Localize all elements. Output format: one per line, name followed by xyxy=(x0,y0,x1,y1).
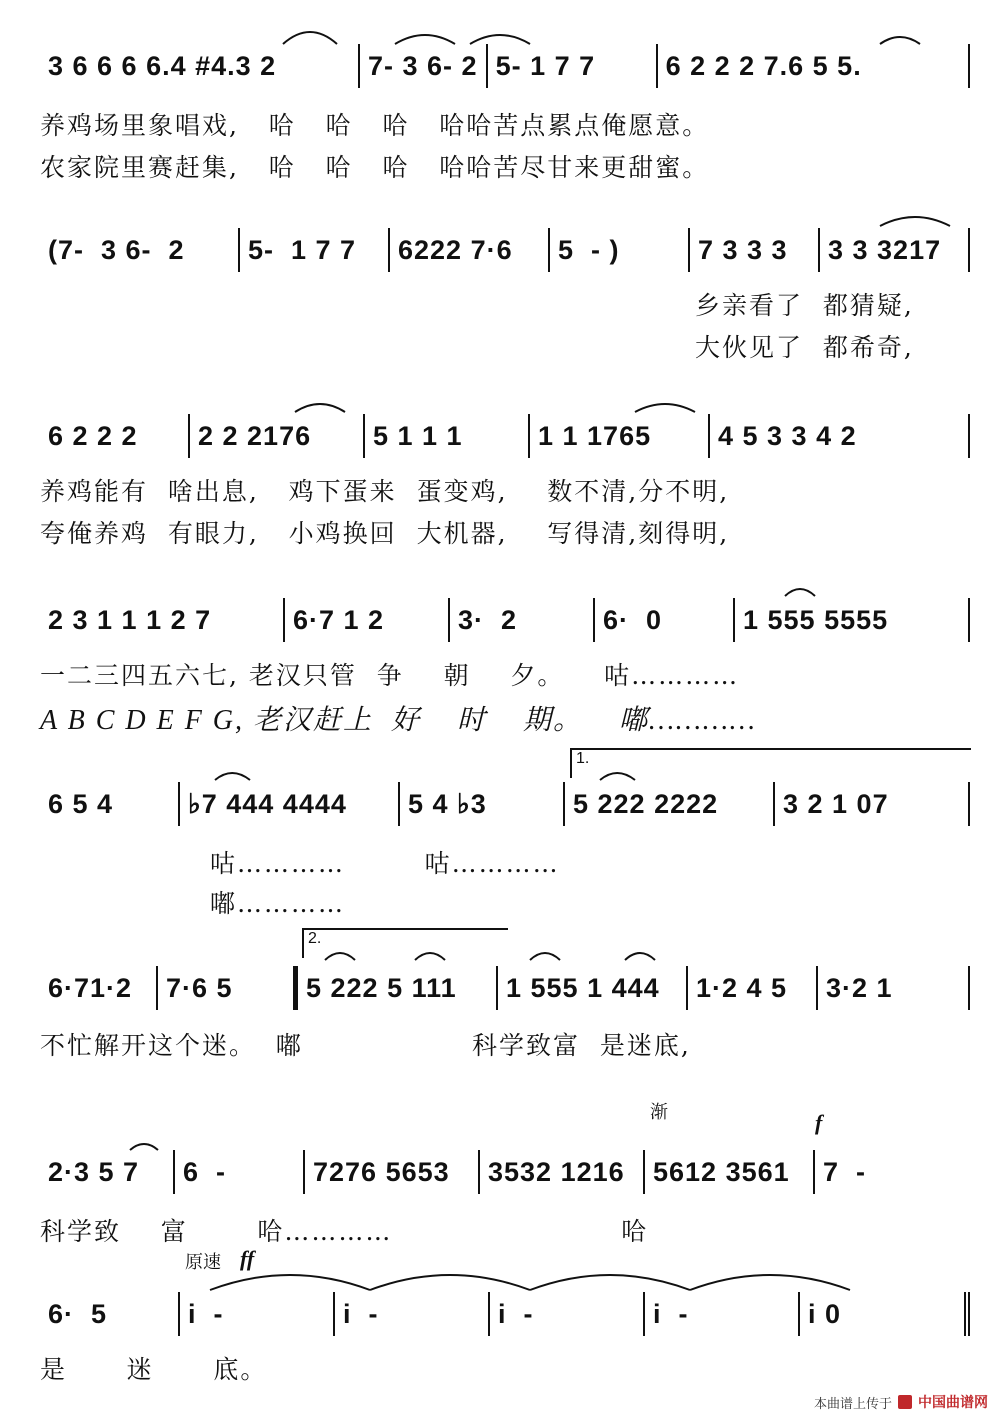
measure: 5 222 5 111 xyxy=(298,966,498,1010)
measure: 6 2 2 2 xyxy=(40,414,190,458)
measure: 3532 1216 xyxy=(480,1150,645,1194)
measure: i - xyxy=(645,1292,800,1336)
measure: 5- 1 7 7 xyxy=(240,228,390,272)
measure: 7 - xyxy=(823,1156,867,1187)
lyric-line-1: 一二三四五六七, 老汉只管 争 朝 夕。 咕………… xyxy=(40,661,740,690)
fortissimo-mark: ff xyxy=(240,1246,255,1271)
lyric-line-2: 大伙见了 都希奇, xyxy=(695,333,914,362)
lyric-line-1: 咕………… 咕………… xyxy=(210,849,560,878)
measure: 3 3 3217 xyxy=(820,228,970,272)
second-ending-bracket: 2. xyxy=(302,928,508,958)
measure: 1 1 1765 xyxy=(530,414,710,458)
measure: 5 222 2222 xyxy=(565,782,775,826)
measure: 6222 7·6 xyxy=(390,228,550,272)
measure: 7 3 3 3 xyxy=(690,228,820,272)
measure: i - xyxy=(490,1292,645,1336)
first-ending-bracket: 1. xyxy=(570,748,971,778)
measure: 6· 0 xyxy=(595,598,735,642)
measure: 4 5 3 3 4 2 xyxy=(710,414,970,458)
source-credit xyxy=(814,1392,988,1412)
measure: 7- 3 6- 2 xyxy=(360,44,488,88)
measure: 1·2 4 5 xyxy=(688,966,818,1010)
site-name[interactable]: 中国曲谱网 xyxy=(918,1395,988,1411)
measure: 6·7 1 2 xyxy=(285,598,450,642)
measure: ♭7 444 4444 xyxy=(180,782,400,826)
measure: 5 1 1 1 xyxy=(365,414,530,458)
measure: 1 555 1 444 xyxy=(498,966,688,1010)
lyric-line-1: 科学致 富 哈………… 哈 xyxy=(40,1217,649,1246)
measure: 2·3 5 7 xyxy=(40,1150,175,1194)
measure: 5612 3561 xyxy=(645,1150,815,1194)
measure: 6· 5 xyxy=(40,1292,180,1336)
measure: 7·6 5 xyxy=(158,966,298,1010)
tempo-mark: 原速 xyxy=(185,1252,221,1273)
measure: 3 6 6 6 6.4 #4.3 2 xyxy=(40,44,360,88)
site-logo-icon xyxy=(898,1395,912,1409)
measure: 3 2 1 07 xyxy=(775,782,970,826)
measure: 6 2 2 2 7.6 5 5. xyxy=(658,44,970,88)
measure: i - xyxy=(180,1292,335,1336)
credit-text: 本曲谱上传于 xyxy=(813,1396,892,1412)
measure: 6 - xyxy=(175,1150,305,1194)
measure: i 0 xyxy=(800,1292,970,1336)
measure: 2 2 2176 xyxy=(190,414,365,458)
measure: 3· 2 xyxy=(450,598,595,642)
measure: 5 4 ♭3 xyxy=(400,782,565,826)
measure: 7276 5653 xyxy=(305,1150,480,1194)
measure: 6 5 4 xyxy=(40,782,180,826)
measure: 5 - ) xyxy=(550,228,690,272)
measure: 1 555 5555 xyxy=(735,598,970,642)
measure: i - xyxy=(335,1292,490,1336)
measure: 6·71·2 xyxy=(40,966,158,1010)
lyric-line-1: 养鸡场里象唱戏, 哈 哈 哈 哈哈苦点累点俺愿意。 xyxy=(40,111,710,140)
lyric-line-1: 养鸡能有 啥出息, 鸡下蛋来 蛋变鸡, 数不清,分不明, xyxy=(40,477,730,506)
lyric-line-2: 夸俺养鸡 有眼力, 小鸡换回 大机器, 写得清,刻得明, xyxy=(40,519,730,548)
measure: 3·2 1 xyxy=(818,966,970,1010)
measure: (7- 3 6- 2 xyxy=(40,228,240,272)
lyric-line-2: A B C D E F G, 老汉赶上 好 时 期。 嘟………… xyxy=(40,705,757,736)
measure: 5- 1 7 7 xyxy=(488,44,658,88)
lyric-line-1: 乡亲看了 都猜疑, xyxy=(695,291,914,320)
crescendo-mark: 渐 xyxy=(650,1102,668,1123)
lyric-line-2: 嘟………… xyxy=(210,889,346,918)
forte-mark: f xyxy=(815,1110,823,1135)
lyric-line-1: 不忙解开这个迷。 嘟 科学致富 是迷底, xyxy=(40,1031,691,1060)
lyric-line-2: 农家院里赛赶集, 哈 哈 哈 哈哈苦尽甘来更甜蜜。 xyxy=(40,153,710,182)
lyric-line-1: 是 迷 底。 xyxy=(40,1355,268,1384)
measure: 2 3 1 1 1 2 7 xyxy=(40,598,285,642)
